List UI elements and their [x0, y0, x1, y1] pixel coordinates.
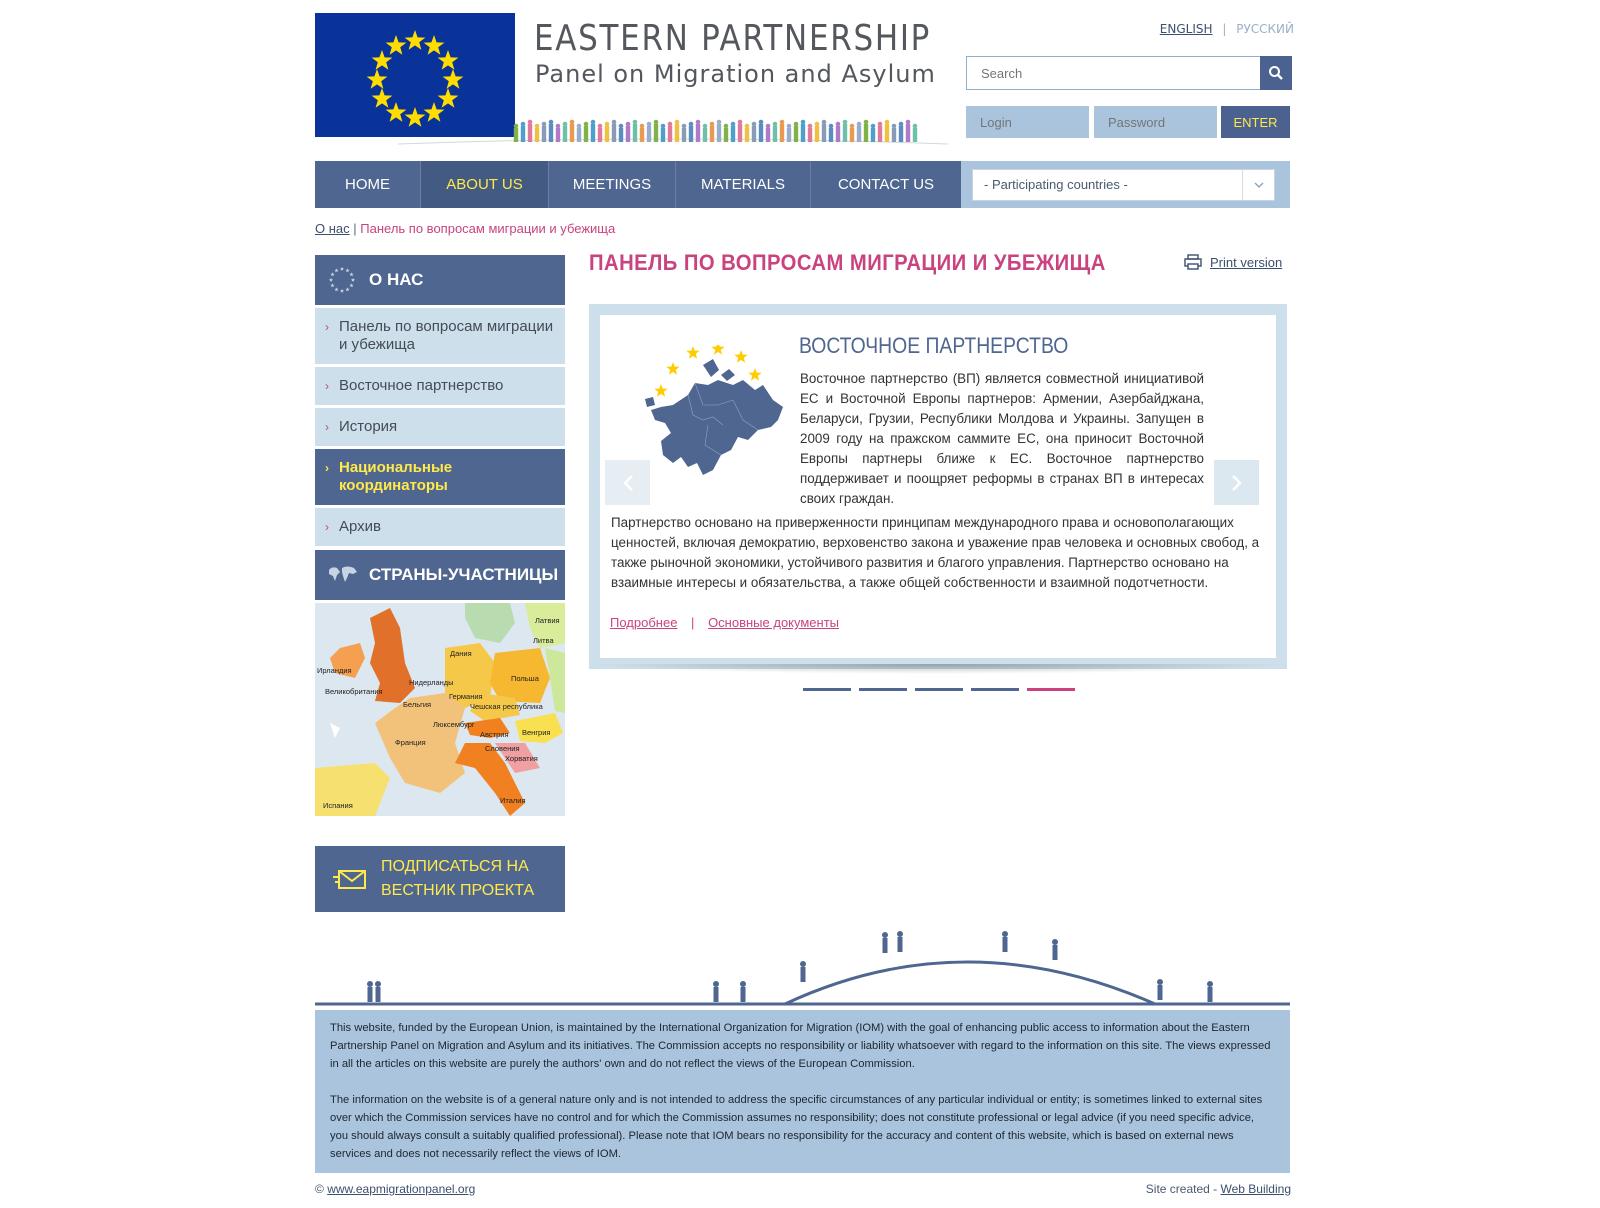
footer-disclaimer-paragraph: The information on the website is of a general nature only and is not intended to address the specific circumstances of any particular individual or entity; is sometimes linked to external sites over which the Commission services have no control and for which the Commission assumes no responsibility; does not constitute professional or legal advice (if you need specific advice, you should always consult a suitably qualified professional). Please note that IOM bears no responsibility for the accuracy and content of this website, which is based on external news services and does not necessarily reflect the views of IOM. — [330, 1094, 1263, 1160]
chevron-right-icon — [1231, 474, 1243, 492]
sidebar-item-label: История — [339, 418, 398, 435]
nav-about-us[interactable]: ABOUT US — [421, 161, 549, 208]
language-english-link[interactable]: ENGLISH — [1159, 22, 1213, 36]
map-label: Литва — [533, 636, 554, 645]
breadcrumb-separator: | — [353, 221, 357, 236]
sidebar-about-title: О НАС — [369, 270, 424, 289]
footer-bridge-illustration — [315, 930, 1290, 1010]
breadcrumb-link-about[interactable]: О нас — [315, 221, 350, 236]
search-icon — [1268, 65, 1284, 81]
nav-home[interactable]: HOME — [315, 161, 421, 208]
print-version-label: Print version — [1210, 254, 1283, 270]
slider-next-button[interactable] — [1214, 460, 1259, 505]
nav-meetings[interactable]: MEETINGS — [549, 161, 676, 208]
slide-text-intro: Восточное партнерство (ВП) является совместной инициативой ЕС и Восточной Европы партнеров: Армении, Азербайджана, Беларуси, Грузии, Республики Молдова и Украины. Запущен в 2009 году на пражском саммите ЕС, она приносит Восточной Европы партнеры ближе к ЕС. Восточное партнерство поддерживает и поощряет реформы в странах ВП в интересах своих граждан. — [800, 371, 1204, 506]
sidebar-item-archive[interactable] — [315, 508, 565, 549]
subscribe-label: ПОДПИСАТЬСЯ НА ВЕСТНИК ПРОЕКТА — [381, 858, 535, 899]
map-label: Бельгия — [403, 700, 432, 709]
language-russian-link[interactable]: РУССКИЙ — [1236, 22, 1294, 36]
slider-dot[interactable] — [859, 688, 907, 691]
participating-countries-select[interactable] — [972, 169, 1275, 201]
sidebar-about-header — [315, 255, 565, 305]
slider-prev-button[interactable] — [605, 460, 650, 505]
sidebar-countries-title: СТРАНЫ-УЧАСТНИЦЫ — [369, 565, 559, 584]
search-button[interactable] — [1260, 56, 1292, 90]
participating-countries-map[interactable] — [315, 603, 565, 816]
map-label: Франция — [395, 738, 426, 747]
sidebar-item-eastern-partnership[interactable] — [315, 367, 565, 408]
slider-pagination — [803, 688, 1075, 691]
map-label: Латвия — [535, 616, 560, 625]
map-label: Венгрия — [522, 728, 551, 737]
breadcrumb — [315, 221, 615, 236]
map-label: Ирландия — [317, 666, 352, 675]
chevron-right-icon: › — [325, 461, 329, 475]
slide-text-body: Партнерство основано на приверженности принципам международного права и основополагающих ценностей, включая демократию, верховенство закона и уважение прав человека и основных свобод, а также рыночной экономики, устойчивого развития и благого управления. Партнерство основано на взаимные интересы и обязательства, а также общей собственности и взаимной подотчетности. — [611, 515, 1260, 590]
chevron-left-icon — [622, 474, 634, 492]
search-box — [966, 56, 1290, 90]
sidebar-menu — [315, 308, 565, 549]
site-subtitle: Panel on Migration and Asylum — [535, 60, 936, 88]
slider-dot[interactable] — [915, 688, 963, 691]
map-label: Польша — [511, 674, 539, 683]
chevron-right-icon: › — [325, 320, 329, 334]
sidebar-item-label: Архив — [339, 518, 382, 535]
slide-link-documents[interactable]: Основные документы — [708, 615, 840, 630]
enter-button[interactable]: ENTER — [1221, 106, 1290, 138]
nav-contact-us[interactable]: CONTACT US — [837, 176, 935, 193]
footer-disclaimer-paragraph: This website, funded by the European Union, is maintained by the International Organization for Migration (IOM) with the goal of enhancing public access to information about the Eastern Partnership Panel on Migration and Asylum and its initiatives. The Commission accepts no responsibility or liability whatsoever with regard to the information on this site. The views expressed in all the articles on this website are purely the authors' own and do not reflect the views of the European Commission. — [330, 1022, 1271, 1070]
footer-credit-link[interactable]: Web Building — [1220, 1182, 1291, 1196]
map-label: Германия — [449, 692, 483, 701]
sidebar-item-label: Восточное партнерство — [339, 377, 504, 394]
slider-dot[interactable] — [971, 688, 1019, 691]
eastern-partnership-map-image — [633, 345, 793, 493]
breadcrumb-current: Панель по вопросам миграции и убежища — [360, 221, 616, 236]
map-label: Австрия — [480, 730, 509, 739]
footer-copyright — [315, 1182, 475, 1196]
printer-icon — [1184, 254, 1202, 270]
footer-credit-prefix: Site created - — [1145, 1182, 1218, 1196]
slide-links — [610, 615, 839, 630]
map-label: Великобритания — [325, 687, 383, 696]
page-title: ПАНЕЛЬ ПО ВОПРОСАМ МИГРАЦИИ И УБЕЖИЩА — [589, 250, 1106, 275]
map-label: Словения — [485, 744, 520, 753]
language-switcher — [1160, 22, 1294, 36]
copyright-symbol: © — [315, 1182, 324, 1196]
chevron-down-icon — [1242, 170, 1274, 200]
slider-dot[interactable] — [803, 688, 851, 691]
footer-credit — [1146, 1182, 1291, 1196]
chevron-right-icon: › — [325, 520, 329, 534]
map-label: Нидерланды — [409, 678, 454, 687]
search-input[interactable] — [967, 57, 1261, 89]
login-input[interactable] — [966, 106, 1089, 138]
password-input[interactable] — [1094, 106, 1217, 138]
chevron-right-icon: › — [325, 420, 329, 434]
chevron-right-icon: › — [325, 379, 329, 393]
language-separator: | — [1222, 22, 1227, 36]
map-label: Люксембург — [433, 720, 475, 729]
footer-site-link[interactable]: www.eapmigrationpanel.org — [327, 1182, 476, 1196]
sidebar-item-label: Национальные координаторы — [339, 459, 453, 494]
content-slider — [589, 304, 1287, 669]
map-label: Хорватия — [505, 754, 538, 763]
subscribe-newsletter-button[interactable] — [315, 846, 565, 912]
slider-shadow — [589, 664, 1287, 674]
slide-title: ВОСТОЧНОЕ ПАРТНЕРСТВО — [799, 333, 1069, 358]
map-label: Чешская республика — [470, 702, 543, 711]
sidebar-item-history[interactable] — [315, 408, 565, 449]
footer-disclaimer — [315, 1010, 1290, 1173]
map-label: Италия — [500, 796, 526, 805]
world-map-icon — [327, 564, 359, 586]
slide — [600, 315, 1276, 658]
site-title: EASTERN PARTNERSHIP — [534, 18, 932, 59]
slider-dot[interactable] — [1027, 688, 1075, 691]
sidebar-item-national-coordinators[interactable] — [315, 449, 565, 508]
europe-map-image — [315, 603, 565, 816]
envelope-icon — [333, 868, 367, 890]
people-silhouettes-decoration — [398, 110, 948, 150]
sidebar-item-label: Панель по вопросам миграции и убежища — [339, 318, 554, 353]
map-label: Испания — [323, 801, 353, 810]
eu-stars-circle-icon — [327, 265, 357, 295]
countries-select-container — [961, 161, 1290, 208]
slide-link-more[interactable]: Подробнее — [610, 615, 678, 630]
slide-link-separator: | — [691, 615, 695, 630]
countries-select-value: - Participating countries - — [984, 177, 1128, 192]
sidebar-item-panel[interactable] — [315, 308, 565, 367]
sidebar-countries-header — [315, 550, 565, 600]
map-label: Дания — [450, 649, 472, 658]
print-version-link[interactable] — [1184, 254, 1282, 270]
nav-materials[interactable]: MATERIALS — [676, 161, 811, 208]
main-navigation — [315, 161, 1290, 208]
